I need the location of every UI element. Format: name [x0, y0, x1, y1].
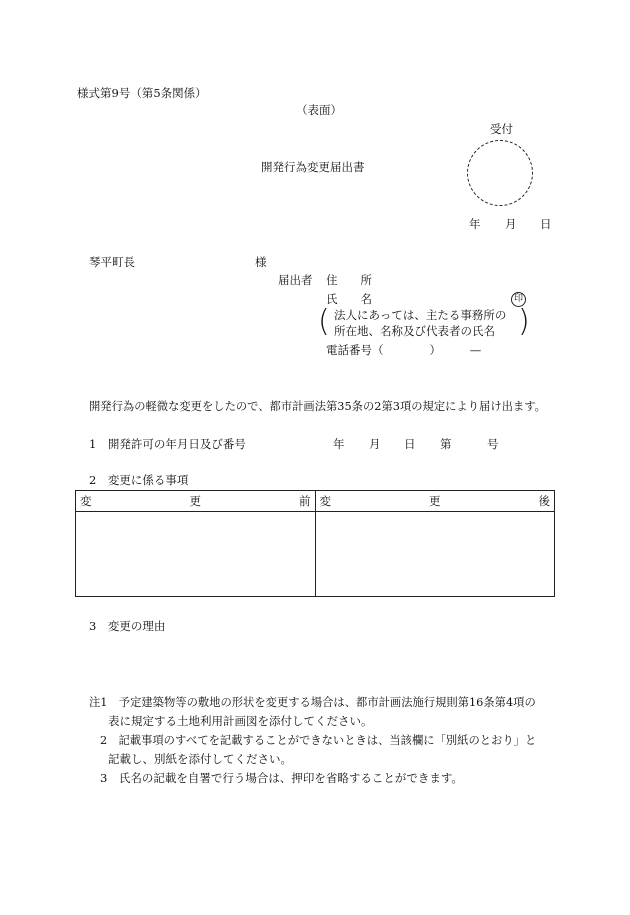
reception-date-day: 日: [540, 217, 552, 231]
note-2-line-1: 2 記載事項のすべてを記載することができないときは、当該欄に「別紙のとおり」と: [100, 734, 537, 747]
note-1-line-1: 注1 予定建築物等の敷地の形状を変更する場合は、都市計画法施行規則第16条第4項の: [89, 696, 536, 709]
after-header-char: 更: [429, 494, 441, 508]
item2-label: 2 変更に係る事項: [89, 473, 189, 487]
before-header-char: 更: [189, 494, 201, 508]
item3-label: 3 変更の理由: [89, 619, 166, 633]
name-label: 氏 名: [326, 292, 372, 306]
item1-month: 月: [369, 437, 381, 451]
item1-dai: 第: [440, 437, 452, 451]
seal-mark: 印: [511, 292, 526, 307]
after-content-cell[interactable]: [315, 512, 555, 597]
note-2-line-2: 記載し、別紙を添付してください。: [108, 752, 292, 766]
bracket-left: (: [318, 304, 330, 339]
after-header: [315, 491, 555, 512]
note-3: 3 氏名の記載を自署で行う場合は、押印を省略することができます。: [100, 771, 463, 785]
before-header-char: 前: [299, 494, 311, 508]
notifier-label: 届出者: [278, 273, 313, 287]
corporate-note-line-2: 所在地、名称及び代表者の氏名: [334, 324, 495, 338]
reception-date-month: 月: [505, 217, 517, 231]
after-header-char: 変: [319, 494, 331, 508]
statement: 開発行為の軽微な変更をしたので、都市計画法第35条の2第3項の規定により届け出ます。: [89, 400, 546, 413]
corporate-note-line-1: 法人にあっては、主たる事務所の: [334, 308, 507, 322]
bracket-right: ): [518, 304, 530, 339]
item1-year: 年: [333, 437, 345, 451]
addressee-honorific: 様: [255, 255, 267, 269]
before-header-char: 変: [80, 494, 92, 508]
form-number: 様式第9号（第5条関係）: [77, 86, 207, 100]
side-label: （表面）: [296, 103, 342, 117]
before-header: [76, 491, 316, 512]
change-table: [75, 490, 555, 597]
item1-label: 1 開発許可の年月日及び番号: [89, 437, 246, 451]
address-label: 住 所: [326, 273, 372, 287]
note-1-line-2: 表に規定する土地利用計画図を添付してください。: [108, 714, 373, 728]
before-content-cell[interactable]: [76, 512, 316, 597]
phone-label: 電話番号（ ） —: [326, 343, 482, 357]
reception-stamp-area: [467, 140, 533, 206]
addressee-name: 琴平町長: [89, 255, 135, 269]
after-header-char: 後: [538, 494, 550, 508]
reception-label: 受付: [490, 122, 513, 136]
item1-day: 日: [404, 437, 416, 451]
reception-date-year: 年: [469, 217, 481, 231]
document-title: 開発行為変更届出書: [261, 160, 365, 174]
item1-go: 号: [487, 437, 499, 451]
